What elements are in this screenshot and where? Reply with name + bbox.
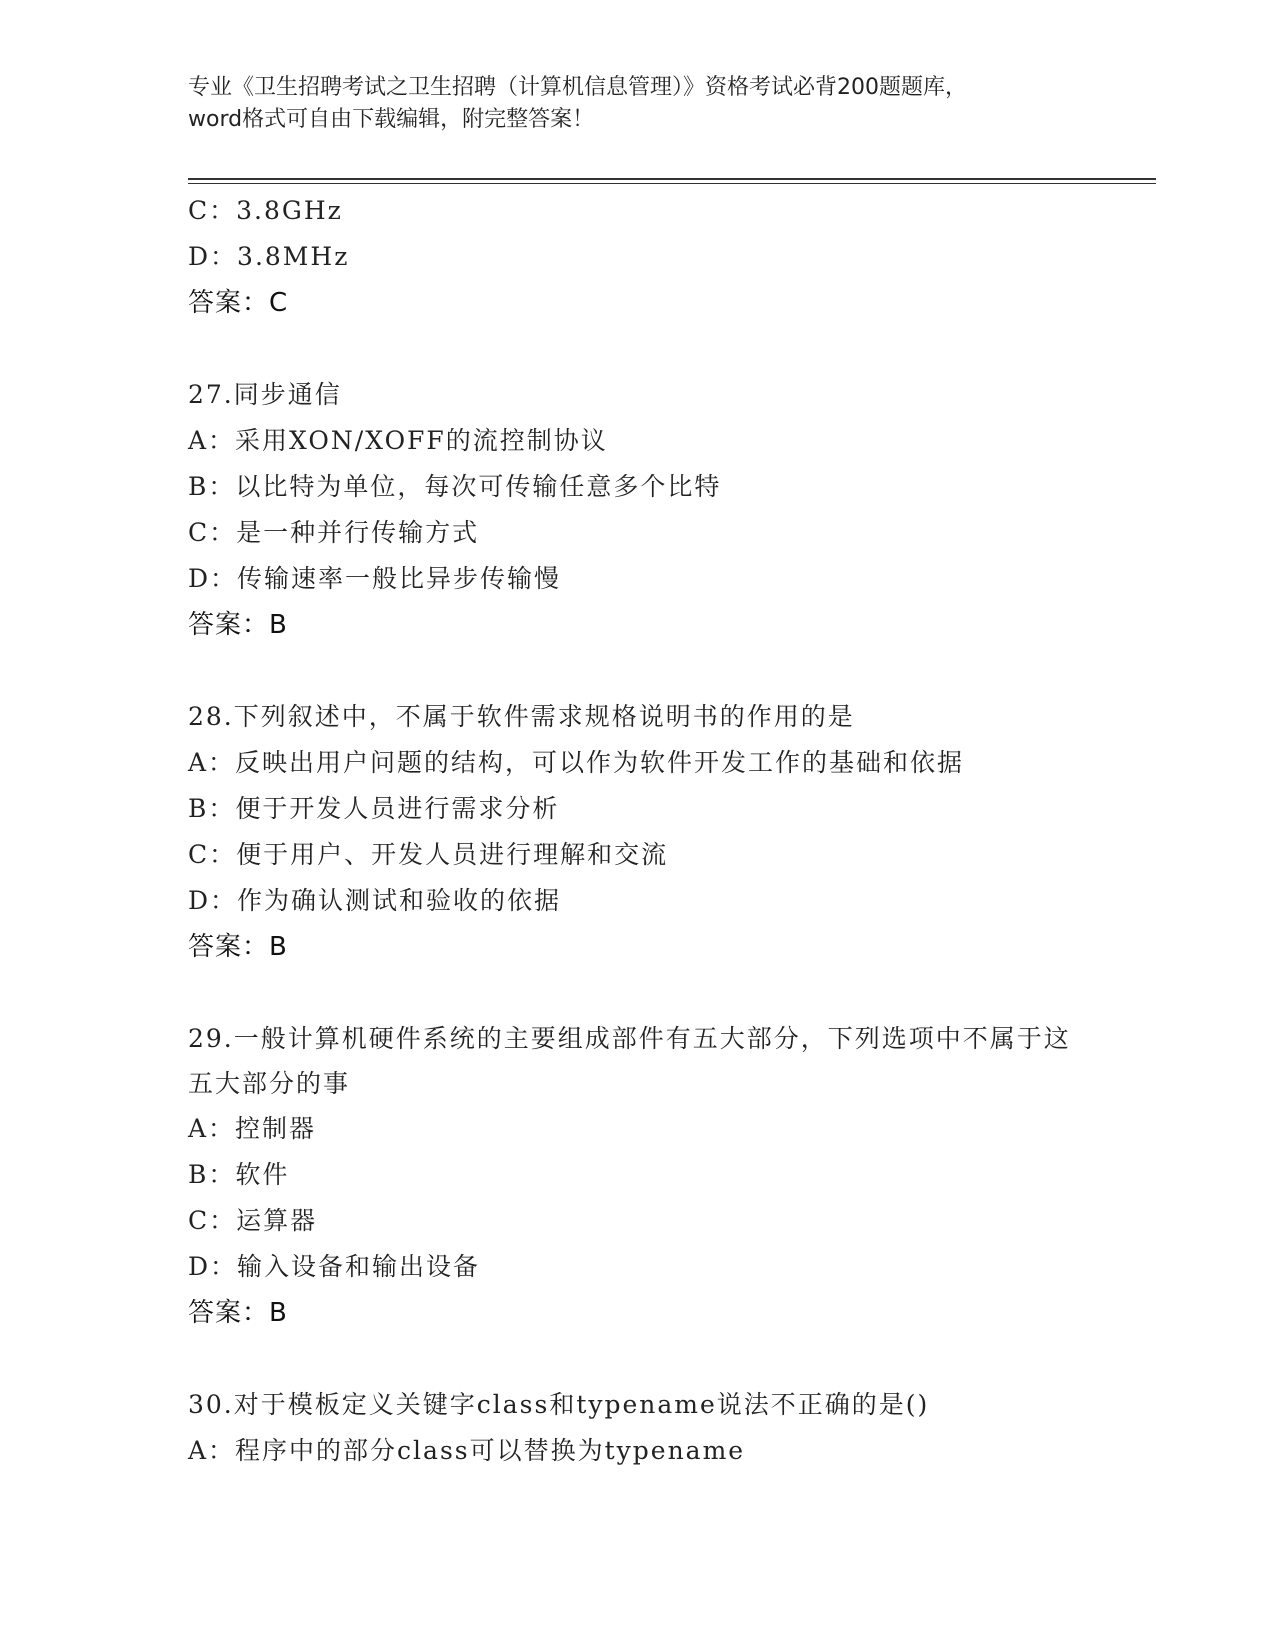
spacer	[188, 648, 1148, 694]
option-d: D：传输速率一般比异步传输慢	[188, 564, 562, 593]
option-c: C：3.8GHz	[188, 196, 343, 225]
option-b: B：软件	[188, 1160, 290, 1189]
option-c: C：是一种并行传输方式	[188, 518, 480, 547]
question-block-28	[188, 694, 1148, 970]
header-line-1: 专业《卫生招聘考试之卫生招聘（计算机信息管理）》资格考试必背200题题库，	[188, 75, 967, 100]
spacer	[188, 326, 1148, 372]
option-a: A：程序中的部分class可以替换为typename	[188, 1436, 746, 1465]
question-block-27	[188, 372, 1148, 648]
option-d: D：输入设备和输出设备	[188, 1252, 481, 1281]
option-b: B：以比特为单位，每次可传输任意多个比特	[188, 472, 722, 501]
question-list	[188, 188, 1148, 1474]
answer-label: 答案：B	[188, 1298, 288, 1328]
header-divider-thick	[188, 178, 1156, 180]
option-c: C：运算器	[188, 1206, 318, 1235]
option-c: C：便于用户、开发人员进行理解和交流	[188, 840, 669, 869]
option-a: A：反映出用户问题的结构，可以作为软件开发工作的基础和依据	[188, 748, 965, 777]
question-block-30	[188, 1382, 1148, 1474]
question-title: 27.同步通信	[188, 380, 342, 409]
answer-label: 答案：B	[188, 610, 288, 640]
question-title: 30.对于模板定义关键字class和typename说法不正确的是()	[188, 1390, 930, 1419]
answer-label: 答案：C	[188, 288, 289, 318]
header-divider-thin	[188, 183, 1156, 184]
spacer	[188, 1336, 1148, 1382]
answer-label: 答案：B	[188, 932, 288, 962]
option-d: D：3.8MHz	[188, 242, 350, 271]
header-line-2: word格式可自由下载编辑，附完整答案！	[188, 107, 595, 132]
option-a: A：控制器	[188, 1114, 317, 1143]
question-block-prev	[188, 188, 1148, 326]
option-d: D：作为确认测试和验收的依据	[188, 886, 562, 915]
question-title: 28.下列叙述中，不属于软件需求规格说明书的作用的是	[188, 702, 855, 731]
spacer	[188, 970, 1148, 1016]
question-title: 29.一般计算机硬件系统的主要组成部件有五大部分，下列选项中不属于这五大部分的事	[188, 1024, 1071, 1098]
document-header	[188, 72, 1088, 136]
option-a: A：采用XON/XOFF的流控制协议	[188, 426, 608, 455]
question-block-29	[188, 1016, 1148, 1336]
option-b: B：便于开发人员进行需求分析	[188, 794, 560, 823]
